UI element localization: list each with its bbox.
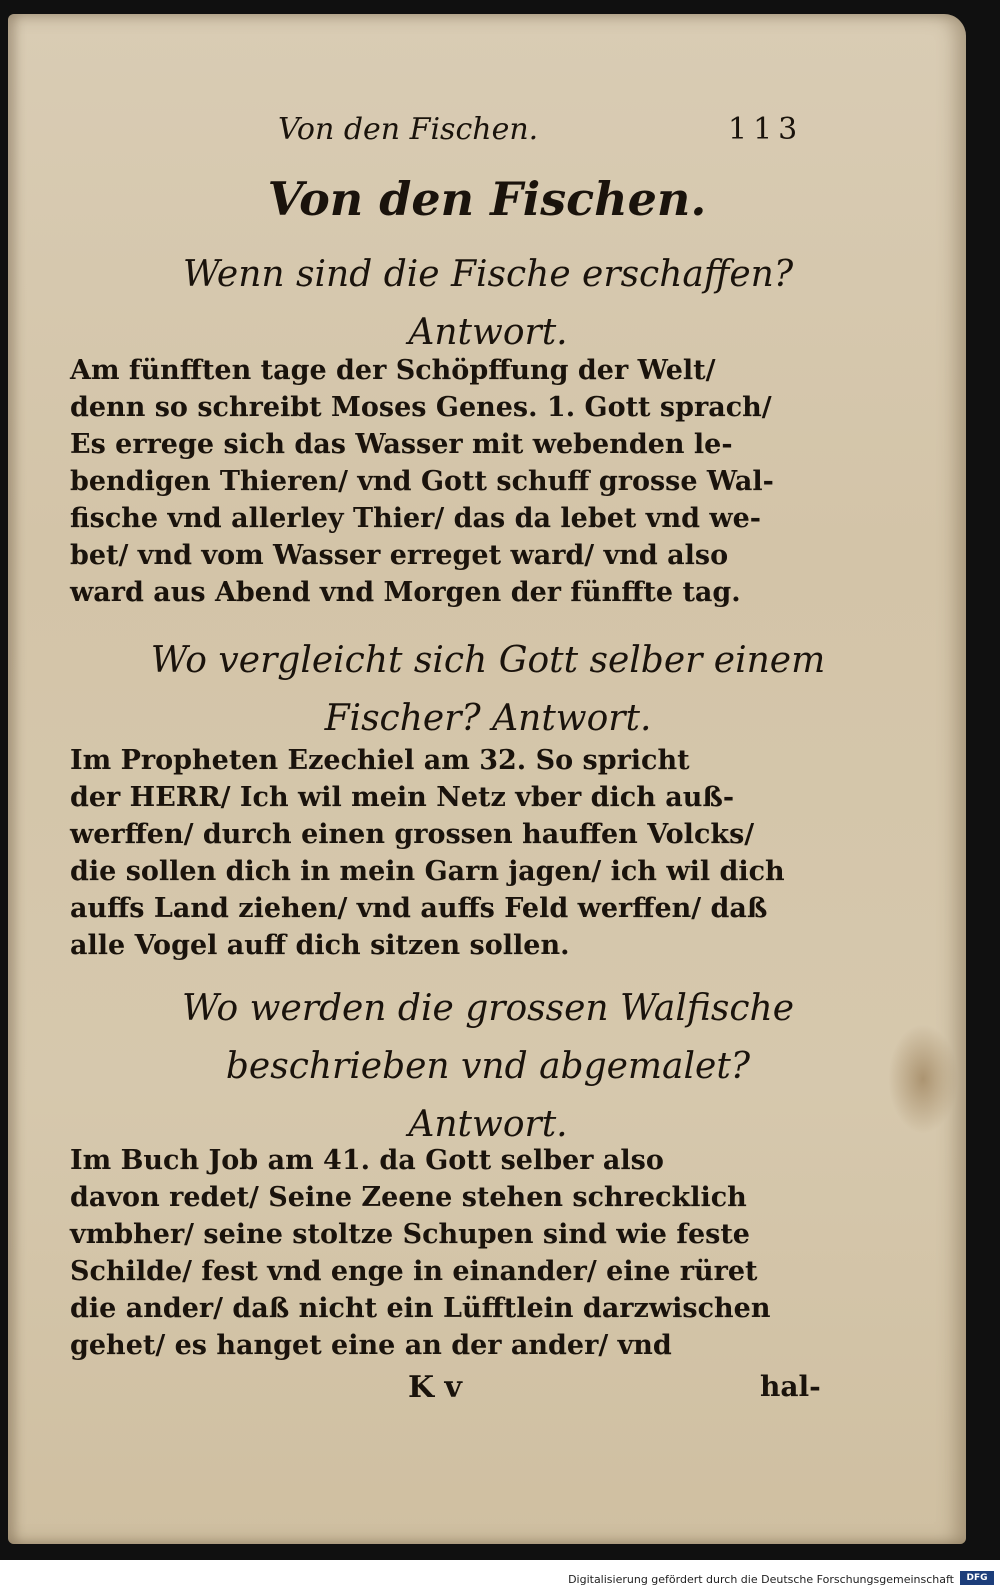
answer-line: vmbher/ seine stoltze Schupen sind wie feste [70, 1219, 750, 1250]
answer-line: bendigen Thieren/ vnd Gott schuff grosse Wal- [70, 466, 774, 497]
signature-mark: K v [408, 1370, 462, 1405]
answer-line: der HERR/ Ich wil mein Netz vber dich auß- [70, 782, 735, 813]
question-heading [88, 980, 888, 1154]
answer-line: Schilde/ fest vnd enge in einander/ eine rüret [70, 1256, 758, 1287]
answer-line: gehet/ es hanget eine an der ander/ vnd [70, 1330, 672, 1361]
question-line: Fischer? Antwort. [324, 698, 652, 739]
question-line: Wo vergleicht sich Gott selber einem [150, 640, 826, 681]
answer-line: auffs Land ziehen/ vnd auffs Feld werffen/ daß [70, 893, 768, 924]
question-heading [88, 246, 888, 362]
digitization-credit: Digitalisierung gefördert durch die Deutsche Forschungsgemeinschaft [568, 1573, 954, 1586]
answer-line: davon redet/ Seine Zeene stehen schrecklich [70, 1182, 747, 1213]
answer-line: denn so schreibt Moses Genes. 1. Gott sprach/ [70, 392, 772, 423]
book-page [8, 14, 966, 1544]
running-head: Von den Fischen. [278, 112, 539, 147]
catchword: hal- [760, 1370, 821, 1403]
question-line: Wenn sind die Fische erschaffen? [182, 254, 794, 295]
answer-line: Im Buch Job am 41. da Gott selber also [70, 1145, 664, 1176]
answer-line: werffen/ durch einen grossen hauffen Volcks/ [70, 819, 755, 850]
question-line: Antwort. [408, 312, 568, 353]
question-heading [88, 632, 888, 748]
dfg-logo: DFG [960, 1571, 994, 1585]
answer-line: alle Vogel auff dich sitzen sollen. [70, 930, 570, 961]
question-line: Antwort. [408, 1104, 568, 1145]
answer-paragraph [70, 1142, 812, 1364]
answer-line: fische vnd allerley Thier/ das da lebet vnd we- [70, 503, 761, 534]
question-line: Wo werden die grossen Walfische [181, 988, 795, 1029]
answer-line: Es errege sich das Wasser mit webenden le- [70, 429, 733, 460]
answer-line: Am fünfften tage der Schöpffung der Welt/ [70, 355, 716, 386]
answer-line: bet/ vnd vom Wasser erreget ward/ vnd also [70, 540, 729, 571]
answer-line: ward aus Abend vnd Morgen der fünffte tag. [70, 577, 741, 608]
paper-stain [888, 1024, 958, 1134]
answer-paragraph [70, 352, 812, 611]
question-line: beschrieben vnd abgemalet? [225, 1046, 751, 1087]
answer-paragraph [70, 742, 812, 964]
page-number: 113 [728, 112, 804, 147]
answer-line: Im Propheten Ezechiel am 32. So spricht [70, 745, 690, 776]
chapter-title: Von den Fischen. [267, 172, 707, 226]
answer-line: die ander/ daß nicht ein Lüfftlein darzwischen [70, 1293, 771, 1324]
answer-line: die sollen dich in mein Garn jagen/ ich wil dich [70, 856, 785, 887]
